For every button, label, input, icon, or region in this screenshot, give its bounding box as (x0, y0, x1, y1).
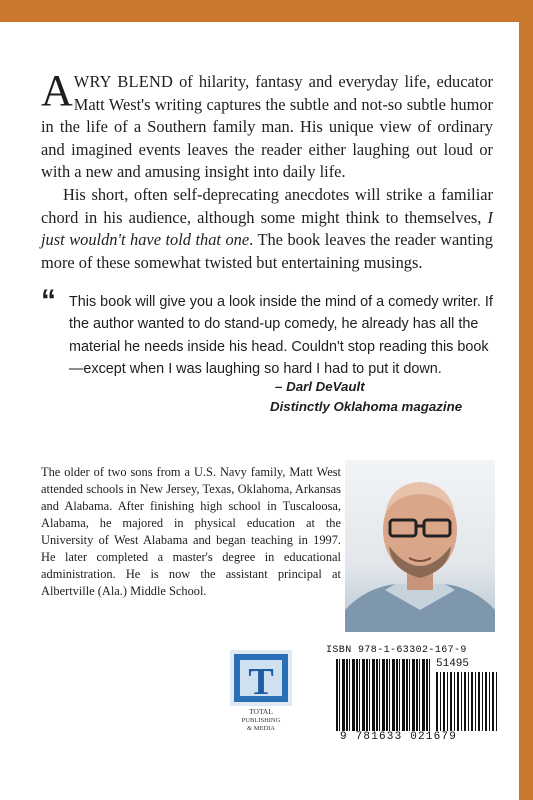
blurb-p2-italic: I just wouldn't have told that one (41, 207, 493, 250)
isbn-label: ISBN 978-1-63302-167-9 (326, 645, 467, 656)
logo-line-1: TOTAL (249, 707, 273, 716)
blurb-paragraph-2 (41, 184, 493, 274)
blurb-p2-end: . The book leaves the reader wanting more of these somewhat twisted but entertaining musings. (41, 230, 493, 272)
total-publishing-logo-icon (230, 650, 292, 732)
blurb-lead-caps: WRY BLEND (73, 72, 174, 91)
blurb-p2-start: His short, often self-deprecating anecdotes will strike a familiar chord in his audience, although some might think to themselves, (41, 184, 493, 227)
quote-author: – Darl DeVault (275, 379, 365, 394)
logo-line-3: & MEDIA (247, 725, 275, 732)
logo-line-2: PUBLISHING (241, 717, 281, 724)
barcode-number: 9 781633 021679 (340, 731, 458, 743)
logo-letter: T (248, 661, 274, 703)
blurb-p1-text: of hilarity, fantasy and everyday life, educator Matt West's writing captures the subtle and not-so subtle humor in the life of a Southern family man. His unique view of ordinary and imagined events leaves the reader either laughing out loud or with a new and amusing insight into daily life. (41, 72, 493, 182)
quote-attribution (270, 377, 505, 417)
author-photo-icon (345, 460, 495, 632)
spine-edge-band (519, 0, 533, 800)
quote-mark-icon: “ (41, 284, 56, 317)
book-blurb (41, 66, 493, 274)
barcode-addon-bars-icon (436, 672, 498, 731)
barcode-addon-number: 51495 (436, 658, 470, 670)
top-color-band (0, 0, 533, 22)
quote-source: Distinctly Oklahoma magazine (270, 399, 463, 414)
author-bio: The older of two sons from a U.S. Navy family, Matt West attended schools in New Jersey, Texas, Oklahoma, Arkansas and Alabama. After finishing high school in Tuscaloosa, Alabama, he majored in physical education at the University of West Alabama and began teaching in 1997. He later completed a master's degree in educational administration. He is now the assistant principal at Albertville (Ala.) Middle School. (41, 465, 341, 598)
review-quote: This book will give you a look inside the mind of a comedy writer. If the author wanted to do stand-up comedy, he already has all the material he needs inside his head. Couldn't stop reading this book—except when I was laughing so hard I had to put it down. (69, 294, 493, 377)
barcode (326, 645, 506, 745)
drop-cap: A (41, 66, 73, 115)
barcode-bars-icon (336, 659, 432, 731)
blurb-paragraph-1 (41, 66, 493, 184)
